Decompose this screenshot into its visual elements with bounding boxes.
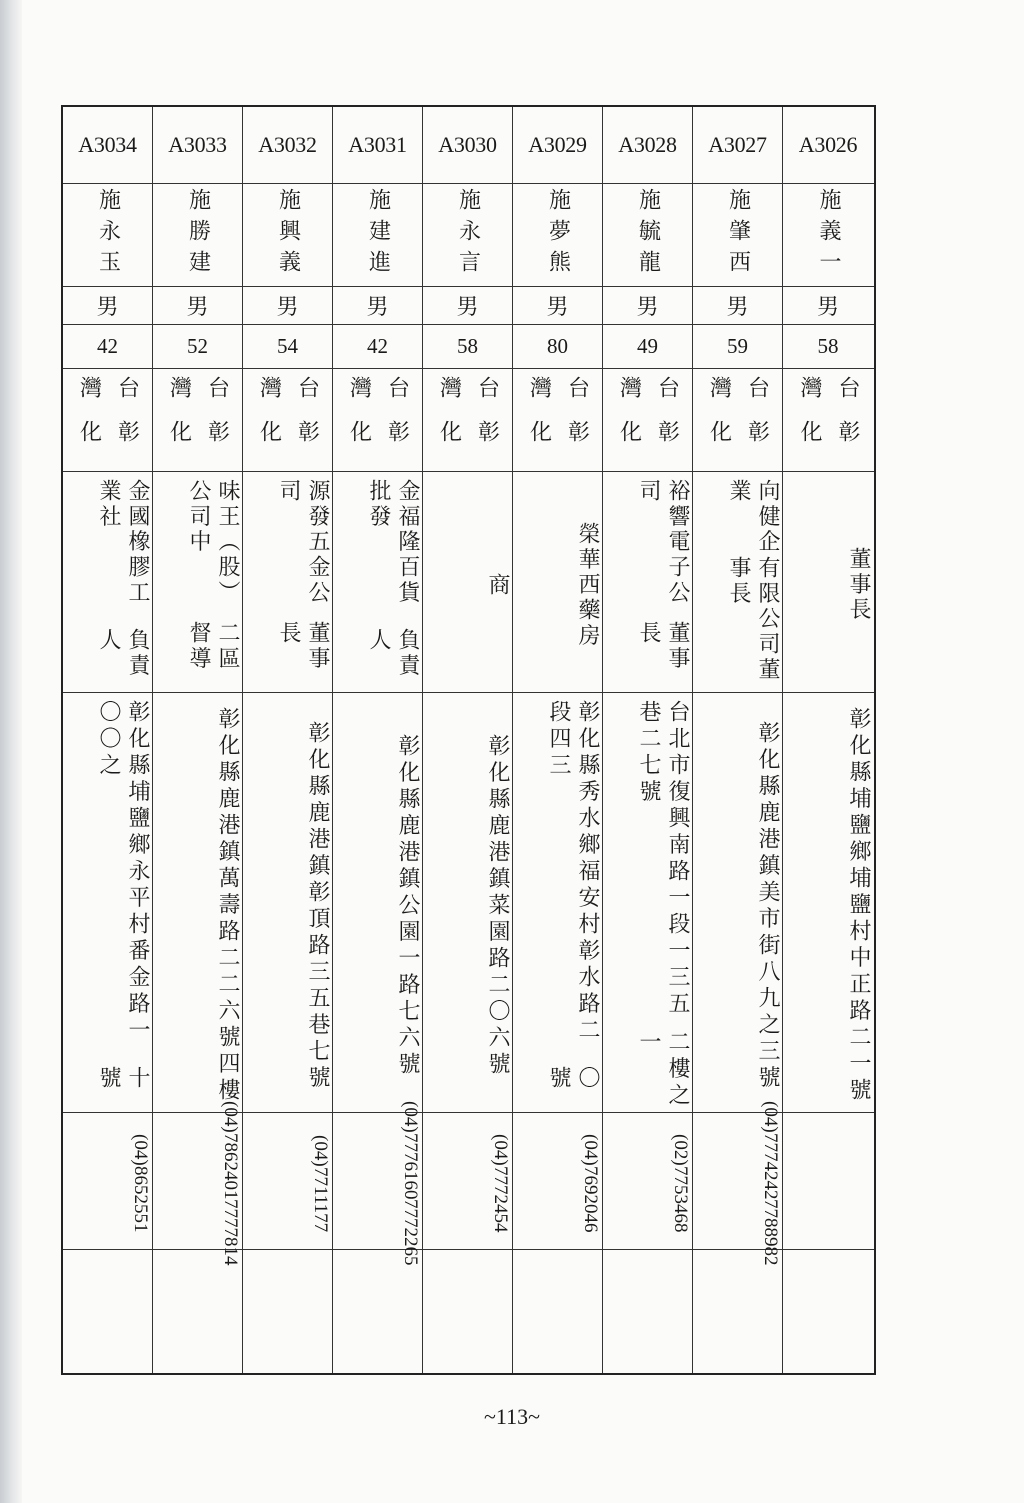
- member-address: [333, 692, 422, 1112]
- phone-line: (04): [130, 1134, 151, 1167]
- member-phone: [603, 1112, 692, 1249]
- phone-line: 7772454: [490, 1166, 511, 1233]
- origin-line: 彰化: [256, 419, 320, 442]
- phone-line: 7711177: [310, 1166, 331, 1232]
- origin-line: 台灣: [706, 376, 770, 398]
- occupation-line: 裕響電子公司: [636, 479, 690, 606]
- origin-line: 台灣: [436, 376, 500, 398]
- occupation-line: 有限公司董事長: [726, 556, 780, 684]
- member-occupation: [513, 471, 602, 692]
- member-id: A3029: [528, 132, 587, 157]
- member-address: [153, 692, 242, 1112]
- address-line: 十號: [96, 1066, 150, 1093]
- member-id: A3026: [798, 132, 858, 157]
- address-line: 彰化縣鹿港鎮萬壽路二二六號四樓: [215, 707, 240, 1105]
- member-id: A3031: [348, 132, 407, 157]
- remarks-cell: [63, 1249, 152, 1373]
- member-occupation: [603, 471, 692, 692]
- member-age: 52: [187, 333, 208, 358]
- member-occupation: [693, 471, 782, 692]
- remarks-cell: [783, 1249, 873, 1373]
- phone-line: 7774242: [760, 1132, 781, 1200]
- member-column-A3027: [693, 107, 783, 1373]
- phone-line: (04): [760, 1101, 781, 1133]
- phone-line: (04): [220, 1101, 241, 1133]
- member-column-A3031: [333, 107, 423, 1373]
- member-id: A3032: [258, 132, 317, 157]
- remarks-cell: [513, 1249, 602, 1373]
- member-name: 施興義: [275, 188, 301, 281]
- member-occupation: [783, 471, 873, 692]
- remarks-cell: [243, 1249, 332, 1373]
- member-phone: [693, 1101, 782, 1266]
- member-sex: 男: [186, 294, 209, 320]
- member-name: 施夢熊: [545, 188, 571, 281]
- phone-line: 7772265: [400, 1199, 421, 1266]
- member-column-A3034: [63, 107, 153, 1373]
- member-sex: 男: [546, 294, 569, 320]
- member-occupation: [423, 471, 512, 692]
- member-name: 施勝建: [185, 188, 211, 281]
- occupation-line: 榮華西藥房: [575, 522, 600, 649]
- address-line: 彰化縣秀水鄉福安村彰水路二段四三: [546, 700, 600, 1045]
- member-sex: 男: [726, 294, 749, 320]
- member-column-A3028: [603, 107, 693, 1373]
- member-age: 59: [727, 333, 748, 358]
- member-name: 施建進: [365, 188, 391, 281]
- phone-line: 7777814: [220, 1199, 241, 1266]
- phone-line: 8652551: [130, 1166, 151, 1233]
- phone-line: 7776160: [400, 1132, 421, 1200]
- member-column-A3029: [513, 107, 603, 1373]
- member-sex: 男: [276, 294, 299, 320]
- phone-line: 7753468: [670, 1166, 691, 1233]
- member-age: 58: [457, 333, 478, 358]
- address-line: 二樓之一: [636, 1029, 690, 1110]
- member-address: [603, 692, 692, 1112]
- member-id: A3034: [78, 132, 137, 157]
- member-column-A3026: [783, 107, 873, 1373]
- member-id: A3030: [438, 132, 497, 157]
- member-age: 54: [277, 333, 298, 358]
- phone-line: (04): [400, 1101, 421, 1133]
- member-column-A3030: [423, 107, 513, 1373]
- origin-line: 彰化: [166, 419, 230, 442]
- occupation-line: 董事長: [846, 547, 871, 624]
- phone-line: (04): [490, 1134, 511, 1167]
- member-address: [63, 692, 152, 1112]
- member-id: A3033: [168, 132, 227, 157]
- member-origin: [693, 368, 782, 471]
- origin-line: 彰化: [346, 419, 410, 442]
- member-sex: 男: [366, 294, 389, 320]
- member-name: 施義一: [816, 188, 841, 281]
- member-age: 49: [637, 333, 658, 358]
- address-line: 〇號: [546, 1066, 600, 1093]
- origin-line: 台灣: [256, 376, 320, 398]
- phone-line: 7862401: [220, 1132, 241, 1200]
- member-phone: [153, 1101, 242, 1266]
- member-occupation: [63, 471, 152, 692]
- member-phone: [423, 1112, 512, 1249]
- member-age: 80: [547, 333, 568, 358]
- occupation-line: 二區督導: [186, 621, 240, 672]
- member-phone: [333, 1101, 422, 1266]
- occupation-line: 金福隆百貨批發: [366, 479, 420, 606]
- member-phone: [63, 1112, 152, 1249]
- member-name: 施肇西: [725, 188, 751, 281]
- member-sex: 男: [96, 294, 119, 320]
- member-origin: [153, 368, 242, 471]
- origin-line: 台灣: [166, 376, 230, 398]
- member-sex: 男: [636, 294, 659, 320]
- occupation-line: 董事長: [636, 621, 690, 672]
- member-name: 施毓龍: [635, 188, 661, 281]
- occupation-line: 負責人: [96, 628, 150, 679]
- member-address: [243, 692, 332, 1112]
- member-id: A3027: [708, 132, 767, 157]
- member-origin: [423, 368, 512, 471]
- origin-line: 台灣: [797, 376, 860, 398]
- member-origin: [783, 368, 873, 471]
- address-line: 彰化縣埔鹽鄉永平村番金路一〇〇之: [96, 700, 150, 1045]
- occupation-line: 負責人: [366, 628, 420, 679]
- remarks-cell: [603, 1249, 692, 1373]
- origin-line: 彰化: [526, 419, 590, 442]
- origin-line: 彰化: [76, 419, 140, 442]
- member-origin: [243, 368, 332, 471]
- occupation-line: 董事長: [276, 621, 330, 672]
- origin-line: 台灣: [616, 376, 680, 398]
- address-line: 彰化縣埔鹽鄉埔鹽村中正路二一號: [846, 707, 871, 1105]
- member-address: [513, 692, 602, 1112]
- occupation-line: 味王（股）公司中: [186, 479, 240, 606]
- origin-line: 彰化: [706, 419, 770, 442]
- address-line: 彰化縣鹿港鎮菜園路二〇六號: [485, 733, 510, 1079]
- phone-line: (04): [580, 1134, 601, 1167]
- member-phone: [513, 1112, 602, 1249]
- member-occupation: [333, 471, 422, 692]
- origin-line: 彰化: [797, 419, 860, 442]
- address-line: 彰化縣鹿港鎮彰頂路三五巷七號: [305, 720, 330, 1092]
- member-age: 42: [97, 333, 118, 358]
- origin-line: 台灣: [526, 376, 590, 398]
- member-column-A3032: [243, 107, 333, 1373]
- phone-line: (02): [670, 1134, 691, 1167]
- member-address: [783, 692, 873, 1112]
- member-column-A3033: [153, 107, 243, 1373]
- occupation-line: 向健企業: [726, 479, 780, 556]
- member-phone: [243, 1112, 332, 1249]
- remarks-cell: [153, 1249, 242, 1373]
- member-origin: [333, 368, 422, 471]
- member-id: A3028: [618, 132, 677, 157]
- origin-line: 台灣: [346, 376, 410, 398]
- member-address: [423, 692, 512, 1112]
- remarks-cell: [333, 1249, 422, 1373]
- origin-line: 台灣: [76, 376, 140, 398]
- phone-line: (04): [310, 1135, 331, 1167]
- member-name: 施永玉: [95, 188, 121, 281]
- page-number: ~113~: [484, 1404, 540, 1429]
- remarks-cell: [693, 1249, 782, 1373]
- phone-line: 7692046: [580, 1166, 601, 1233]
- member-address: [693, 692, 782, 1112]
- member-age: 58: [817, 333, 839, 358]
- member-origin: [63, 368, 152, 471]
- member-register-table: [61, 105, 876, 1375]
- origin-line: 彰化: [616, 419, 680, 442]
- book-binding-shadow: [0, 0, 22, 1503]
- address-line: 台北市復興南路一段一三五巷二七號: [636, 700, 690, 1018]
- member-phone: [783, 1112, 873, 1249]
- member-age: 42: [367, 333, 388, 358]
- member-origin: [603, 368, 692, 471]
- occupation-line: 源發五金公司: [276, 479, 330, 606]
- member-sex: 男: [816, 294, 839, 320]
- member-occupation: [153, 471, 242, 692]
- phone-line: 7788982: [760, 1199, 781, 1266]
- origin-line: 彰化: [436, 419, 500, 442]
- address-line: 彰化縣鹿港鎮美市街八九之三號: [755, 720, 780, 1092]
- remarks-cell: [423, 1249, 512, 1373]
- member-origin: [513, 368, 602, 471]
- occupation-line: 金國橡膠工業社: [96, 479, 150, 606]
- member-occupation: [243, 471, 332, 692]
- address-line: 彰化縣鹿港鎮公園一路七六號: [395, 733, 420, 1079]
- member-sex: 男: [456, 294, 479, 320]
- member-name: 施永言: [455, 188, 481, 281]
- occupation-line: 商: [485, 572, 510, 599]
